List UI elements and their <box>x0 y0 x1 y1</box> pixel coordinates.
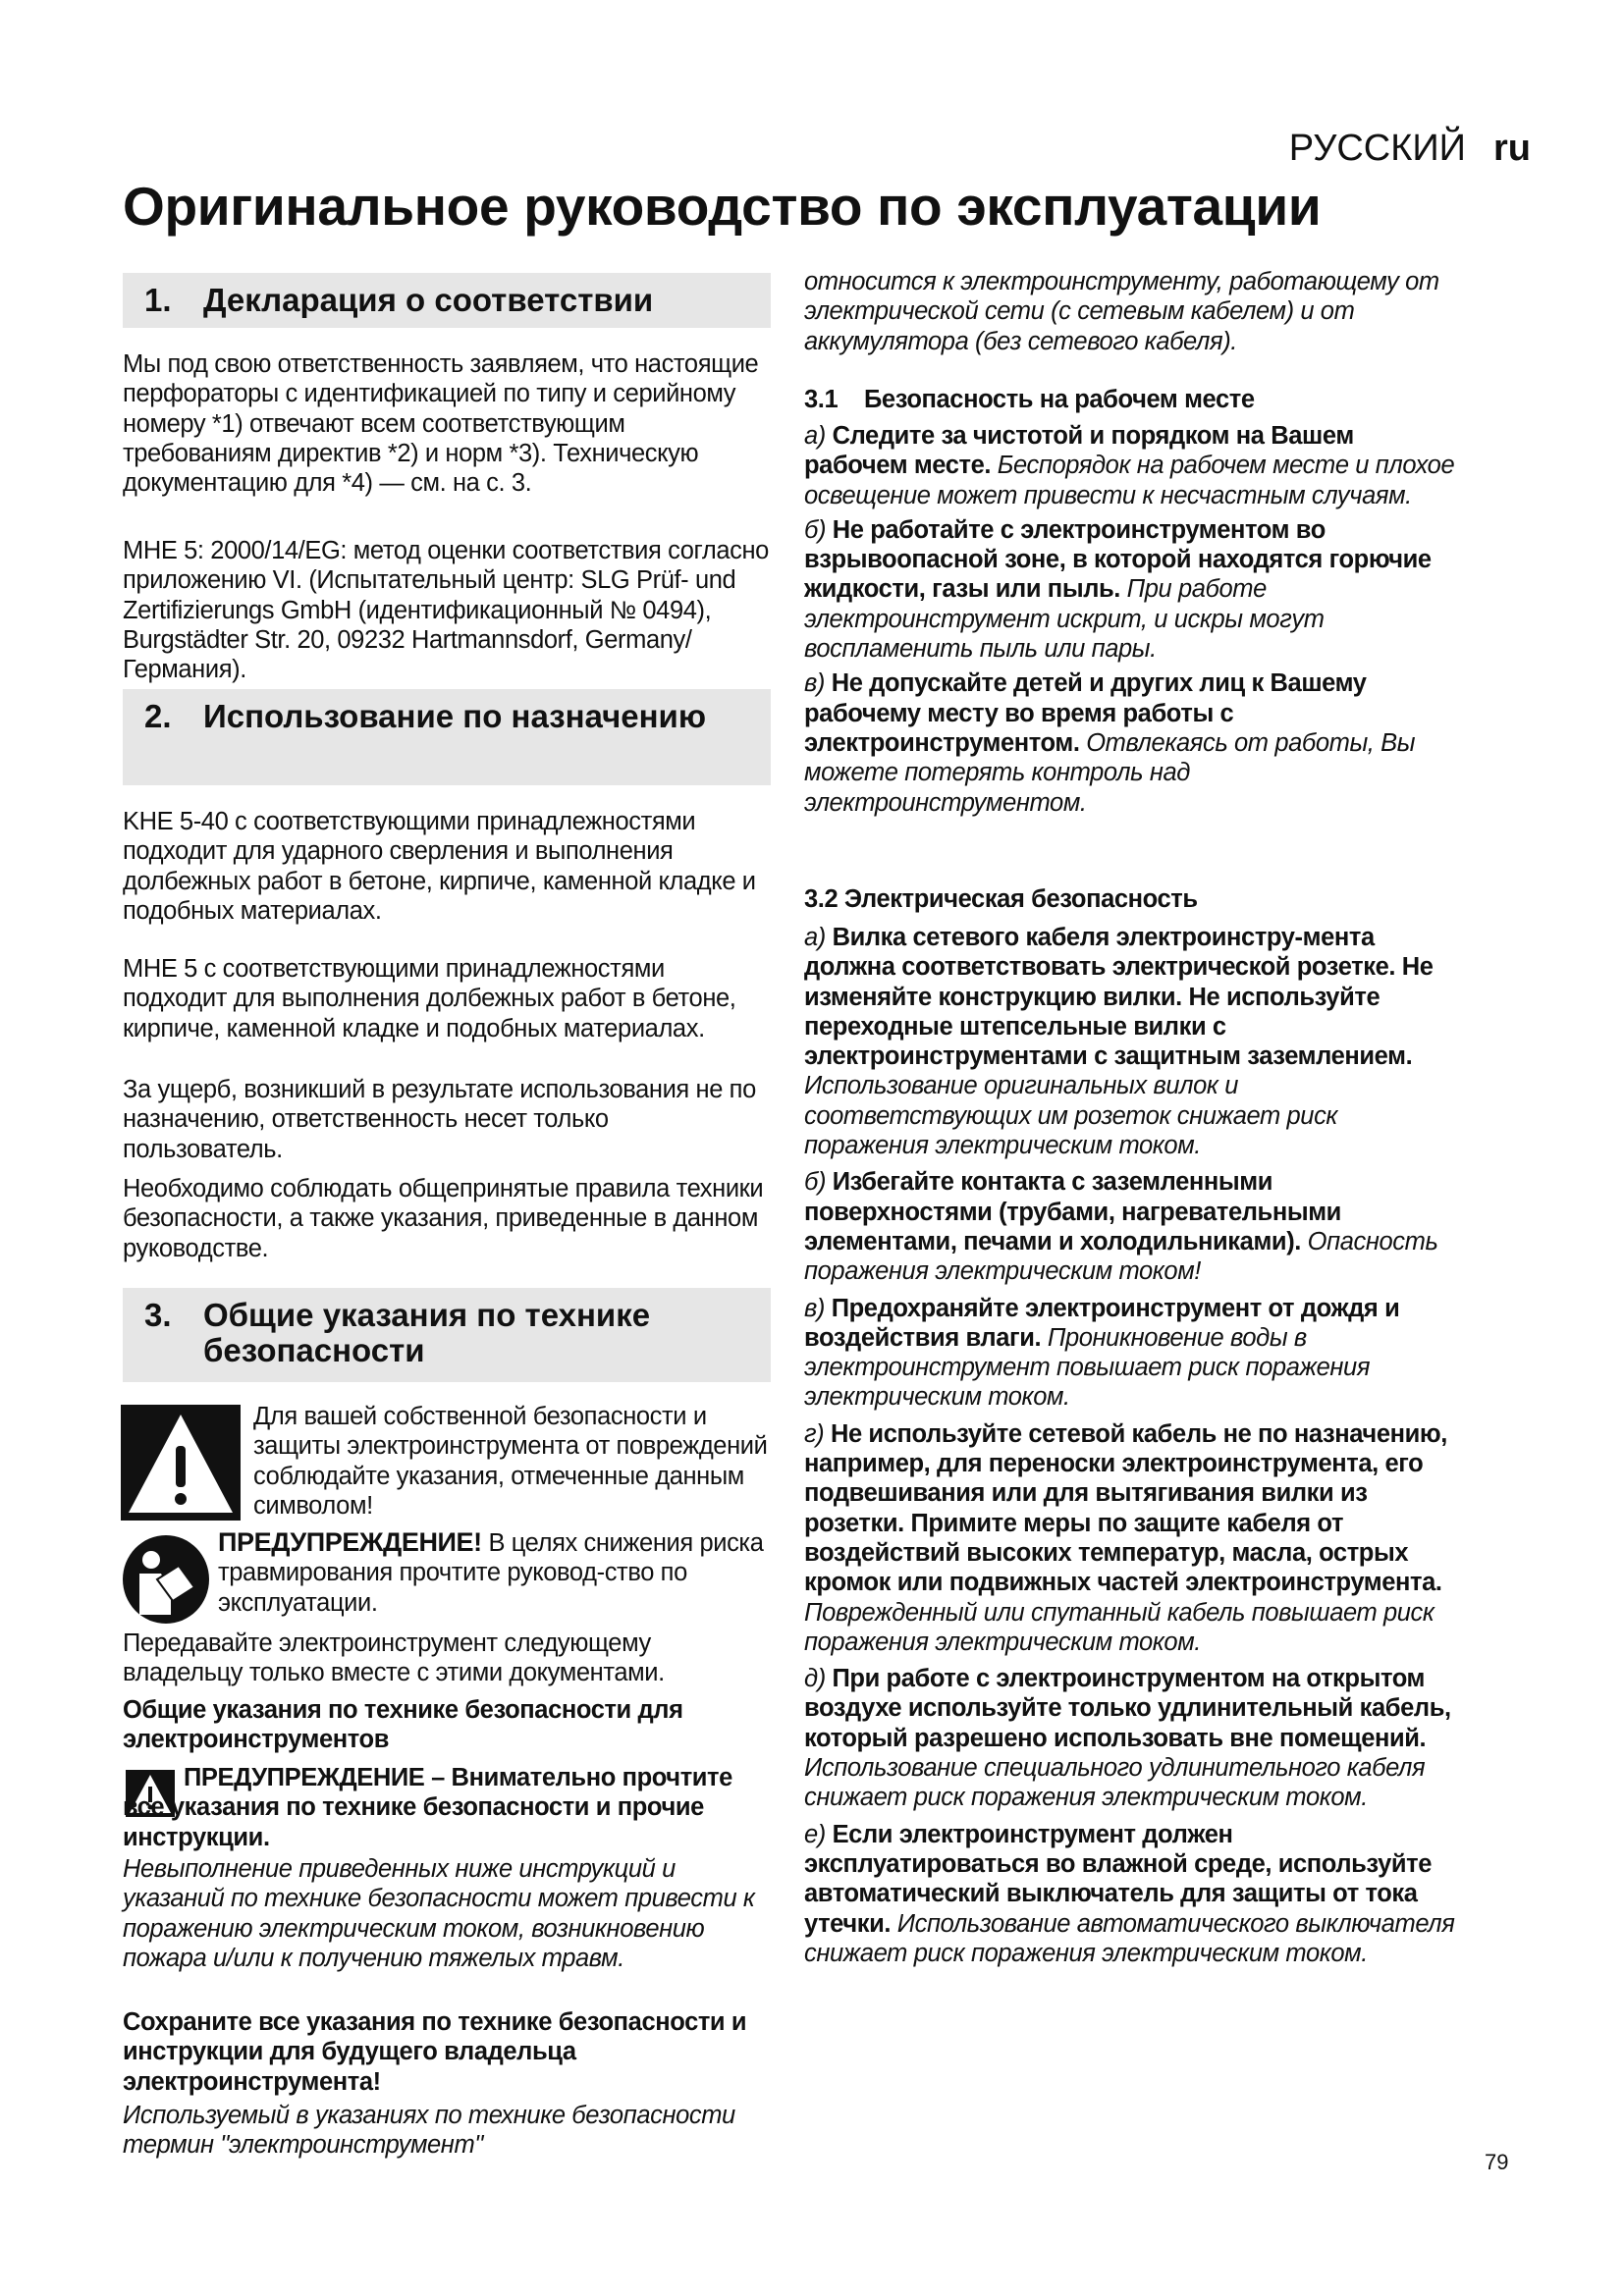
section-3-2-heading: 3.2 Электрическая безопасность <box>804 885 1198 913</box>
language-name: РУССКИЙ <box>1288 128 1466 169</box>
read-manual-icon <box>122 1534 210 1625</box>
workplace-safety-list <box>804 421 1462 823</box>
item-label: в) <box>804 1294 832 1322</box>
safety-item <box>804 1419 1462 1657</box>
item-label: е) <box>804 1820 833 1848</box>
liability-paragraph: За ущерб, возникший в результате использования не по назначению, ответственность несет только пользователь. <box>123 1076 756 1163</box>
item-instruction: Если электроинструмент должен эксплуатироваться во влажной среде, используйте автоматический выключатель для защиты от тока утечки. <box>804 1820 1432 1938</box>
item-explanation: Отвлекаясь от работы, Вы можете потерять контроль над электроинструментом. <box>804 728 1416 817</box>
item-instruction: Следите за чистотой и порядком на Вашем рабочем месте. <box>804 422 1354 480</box>
item-explanation: Поврежденный или спутанный кабель повышает риск поражения электрическим током. <box>804 1598 1435 1656</box>
language-code: ru <box>1493 128 1531 169</box>
item-label: а) <box>804 422 833 450</box>
item-label: б) <box>804 515 833 544</box>
section-number: 1. <box>144 282 172 318</box>
warning-text: В целях снижения риска травмирования прочтите руковод-ство по эксплуатации. <box>218 1529 764 1617</box>
safety-item <box>804 923 1462 1160</box>
item-instruction: Вилка сетевого кабеля электроинстру-мента должна соответствовать электрической розетке. Не изменяйте конструкцию вилки. Не используйте переходные штепсельные вилки с электроинструментами с защитным заземлением. <box>804 924 1434 1071</box>
mhe-usage-paragraph: MHE 5 с соответствующими принадлежностями подходит для выполнения долбежных работ в бетоне, кирпиче, каменной кладке и подобных материалах. <box>123 955 736 1042</box>
warning-triangle-icon <box>121 1405 241 1521</box>
general-safety-heading: Общие указания по технике безопасности для электроинструментов <box>123 1696 683 1754</box>
item-label: д) <box>804 1665 833 1693</box>
section-1-heading <box>123 273 771 328</box>
keep-instructions-heading: Сохраните все указания по технике безопасности и инструкции для будущего владельца электроинструмента! <box>123 2008 747 2096</box>
item-explanation: Использование оригинальных вилок и соответствующих им розеток снижает риск поражения электрическим током. <box>804 1072 1338 1160</box>
mhe5-certification-paragraph: MHE 5: 2000/14/EG: метод оценки соответствия согласно приложению VI. (Испытательный центр: SLG Prüf- und Zertifizierungs GmbH (идентификационный № 0494), Burgstädter Str. 20, 09232 Hartmannsdorf, Germany/Германия). <box>123 537 769 684</box>
read-all-warning: ПРЕДУПРЕЖДЕНИЕ – Внимательно прочтите все указания по технике безопасности и прочие инструкции. <box>123 1764 732 1851</box>
item-instruction: Предохраняйте электроинструмент от дождя и воздействия влаги. <box>804 1294 1400 1352</box>
item-explanation: Использование специального удлинительного кабеля снижает риск поражения электрическим током. <box>804 1754 1426 1812</box>
item-explanation: Беспорядок на рабочем месте и плохое освещение может привести к несчастным случаям. <box>804 452 1455 509</box>
safety-item <box>804 421 1462 510</box>
section-3-heading <box>123 1288 771 1382</box>
safety-item <box>804 668 1462 817</box>
item-instruction: Не работайте с электроинструментом во взрывоопасной зоне, в которой находятся горючие жидкости, газы или пыль. <box>804 515 1432 604</box>
section-title: Использование по назначению <box>203 698 706 734</box>
section-number: 3. <box>144 1297 172 1333</box>
section-2-heading <box>123 689 771 785</box>
safety-item <box>804 515 1462 664</box>
section-number: 2. <box>144 698 172 734</box>
safety-item <box>804 1167 1462 1286</box>
safety-item <box>804 1820 1462 1968</box>
safety-rules-paragraph: Необходимо соблюдать общепринятые правила техники безопасности, а также указания, приведенные в данном руководстве. <box>123 1175 764 1262</box>
item-label: г) <box>804 1419 831 1448</box>
item-label: б) <box>804 1168 833 1197</box>
item-explanation: При работе электроинструмент искрит, и искры могут воспламенить пыль или пары. <box>804 575 1325 664</box>
language-label <box>1289 128 1531 170</box>
item-label: в) <box>804 669 832 698</box>
safety-item <box>804 1294 1462 1413</box>
item-instruction: Избегайте контакта с заземленными поверхностями (трубами, нагревательными элементами, печами и холодильниками). <box>804 1168 1341 1255</box>
item-label: а) <box>804 924 833 951</box>
term-definition-paragraph: Используемый в указаниях по технике безопасности термин "электроинструмент" <box>123 2102 735 2160</box>
warning-symbol-text: Для вашей собственной безопасности и защиты электроинструмента от повреждений соблюдайте указания, отмеченные данным символом! <box>253 1403 768 1520</box>
warning-label: ПРЕДУПРЕЖДЕНИЕ! <box>218 1527 482 1557</box>
item-explanation: Опасность поражения электрическим током! <box>804 1227 1438 1286</box>
noncompliance-paragraph: Невыполнение приведенных ниже инструкций и указаний по технике безопасности может привести к поражению электрическим током, возникновению пожара и/или к получению тяжелых травм. <box>123 1855 755 1972</box>
read-manual-warning <box>218 1527 773 1618</box>
page-title: Оригинальное руководство по эксплуатации <box>123 176 1322 237</box>
item-explanation: Использование автоматического выключателя снижает риск поражения электрическим током. <box>804 1909 1455 1967</box>
safety-item <box>804 1664 1462 1812</box>
section-title: Декларация о соответствии <box>203 282 654 318</box>
item-instruction: Не используйте сетевой кабель не по назначению, например, для переноски электроинструмента, его подвешивания или для вытягивания вилки из розетки. Примите меры по защите кабеля от воздействий высоких температур, масла, острых кромок или подвижных частей электроинструмента. <box>804 1419 1447 1597</box>
page-number: 79 <box>1485 2150 1509 2174</box>
electrical-safety-list <box>804 923 1462 1975</box>
khe-usage-paragraph: KHE 5-40 с соответствующими принадлежностями подходит для ударного сверления и выполнения долбежных работ в бетоне, кирпиче, каменной кладке и подобных материалах. <box>123 808 756 925</box>
item-instruction: Не допускайте детей и других лиц к Вашему рабочему месту во время работы с электроинструментом. <box>804 669 1367 757</box>
handover-paragraph: Передавайте электроинструмент следующему владельцу только вместе с этими документами. <box>123 1629 665 1687</box>
section-title: Общие указания по технике безопасности <box>203 1297 651 1368</box>
item-instruction: При работе с электроинструментом на открытом воздухе используйте только удлинительный кабель, который разрешено использовать вне помещений. <box>804 1665 1451 1752</box>
declaration-paragraph: Мы под свою ответственность заявляем, что настоящие перфораторы с идентификацией по типу и серийному номеру *1) отвечают всем соответствующим требованиям директив *2) и норм *3). Техническую документацию для *4) — см. на с. 3. <box>123 350 759 498</box>
term-definition-continued: относится к электроинструменту, работающему от электрической сети (с сетевым кабелем) и от аккумулятора (без сетевого кабеля). <box>804 268 1439 355</box>
section-3-1-heading: 3.1 Безопасность на рабочем месте <box>804 386 1255 413</box>
item-explanation: Проникновение воды в электроинструмент повышает риск поражения электрическим током. <box>804 1323 1371 1412</box>
